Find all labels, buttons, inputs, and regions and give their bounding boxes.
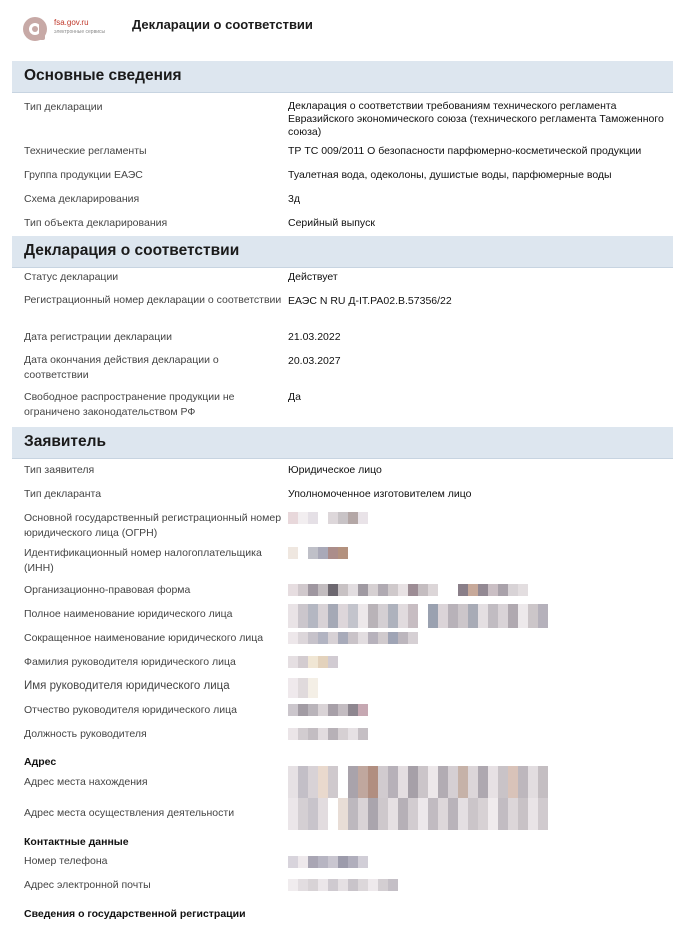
redacted-short-name [288, 632, 418, 644]
field-value-reg-number: ЕАЭС N RU Д-IT.РА02.В.57356/22 [288, 295, 452, 307]
field-label-legal-form: Организационно-правовая форма [24, 584, 191, 596]
field-label-scheme: Схема декларирования [24, 193, 140, 205]
section-title: Основные сведения [24, 67, 182, 84]
field-value-declarant-type: Уполномоченное изготовителем лицо [288, 488, 472, 500]
field-value-object-type: Серийный выпуск [288, 217, 375, 229]
field-value-reg-date: 21.03.2022 [288, 331, 341, 343]
field-label-full-name: Полное наименование юридического лица [24, 608, 233, 620]
redacted-ogrn [288, 512, 368, 524]
field-value-declaration-type: Декларация о соответствии требованиям технического регламента Евразийского экономического союза (технического регламента Таможенного союза) [288, 100, 664, 138]
field-label-activity-address: Адрес места осуществления деятельности [24, 807, 235, 819]
redacted-activity-address [288, 798, 668, 830]
logo-brand-text: fsa.gov.ru [54, 18, 89, 27]
field-label-head-name: Имя руководителя юридического лица [24, 680, 230, 692]
field-label-free-distribution: Свободное распространение продукции не ограничено законодательством РФ [24, 391, 235, 418]
field-label-head-surname: Фамилия руководителя юридического лица [24, 656, 236, 668]
redacted-head-name [288, 678, 318, 698]
field-label-product-group: Группа продукции ЕАЭС [24, 169, 143, 181]
redacted-head-position [288, 728, 368, 740]
redacted-head-surname [288, 656, 338, 668]
logo-subtitle: электронные сервисы [54, 29, 106, 35]
subheading-address: Адрес [24, 756, 57, 768]
redacted-full-name [288, 604, 668, 628]
field-value-product-group: Туалетная вода, одеколоны, душистые воды, парфюмерные воды [288, 169, 612, 181]
field-value-applicant-type: Юридическое лицо [288, 464, 382, 476]
field-value-free-distribution: Да [288, 391, 301, 403]
redacted-inn [288, 547, 348, 559]
field-label-head-position: Должность руководителя [24, 728, 147, 740]
subheading-contacts: Контактные данные [24, 836, 129, 848]
section-title: Заявитель [24, 433, 107, 450]
redacted-phone [288, 856, 368, 868]
field-value-status: Действует [288, 271, 338, 283]
field-label-ogrn: Основной государственный регистрационный номер юридического лица (ОГРН) [24, 512, 282, 539]
field-value-expiry-date: 20.03.2027 [288, 355, 341, 367]
subheading-state-registration: Сведения о государственной регистрации [24, 908, 246, 920]
field-label-inn: Идентификационный номер налогоплательщика (ИНН) [24, 547, 262, 574]
field-label-object-type: Тип объекта декларирования [24, 217, 168, 229]
fsa-logo-icon [22, 14, 52, 44]
page-title: Декларации о соответствии [132, 17, 313, 32]
field-label-legal-address: Адрес места нахождения [24, 776, 148, 788]
field-label-applicant-type: Тип заявителя [24, 464, 95, 476]
field-label-phone: Номер телефона [24, 855, 108, 867]
redacted-head-patronymic [288, 704, 368, 716]
field-label-status: Статус декларации [24, 271, 119, 283]
field-label-declarant-type: Тип декларанта [24, 488, 102, 500]
section-header-declaration [12, 236, 673, 268]
field-value-scheme: 3д [288, 193, 300, 205]
field-label-reg-number: Регистрационный номер декларации о соответствии [24, 294, 282, 306]
fsa-logo [22, 14, 122, 48]
redacted-email [288, 879, 398, 891]
redacted-legal-address [288, 766, 668, 798]
field-label-reg-date: Дата регистрации декларации [24, 331, 173, 343]
page-header [0, 0, 697, 60]
field-label-short-name: Сокращенное наименование юридического лица [24, 632, 264, 644]
field-label-tech-regulations: Технические регламенты [24, 145, 147, 157]
section-title: Декларация о соответствии [24, 242, 240, 259]
section-header-applicant [12, 427, 673, 459]
redacted-legal-form [288, 584, 628, 596]
field-value-tech-regulations: ТР ТС 009/2011 О безопасности парфюмерно-косметической продукции [288, 145, 642, 157]
section-header-basic [12, 61, 673, 93]
field-label-expiry-date: Дата окончания действия декларации о соответствии [24, 354, 219, 381]
field-label-head-patronymic: Отчество руководителя юридического лица [24, 704, 237, 716]
field-label-declaration-type: Тип декларации [24, 101, 103, 113]
field-label-email: Адрес электронной почты [24, 879, 151, 891]
